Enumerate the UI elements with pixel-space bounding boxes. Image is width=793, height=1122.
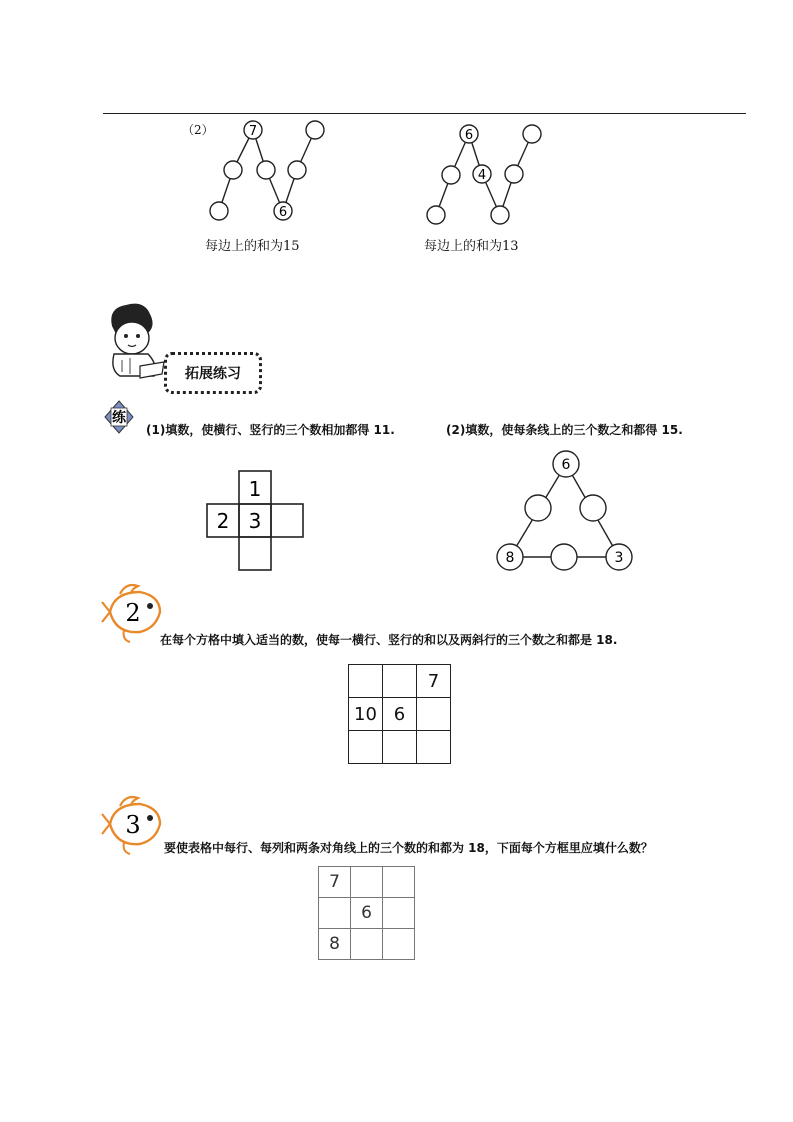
table-row [349,731,451,764]
table-row [349,698,451,731]
grid-cell: 7 [417,665,451,698]
grid-cell [383,867,415,898]
section-title-box [164,352,262,394]
grid-cell: 8 [319,929,351,960]
grid-cell [417,698,451,731]
zigzag-left-top-value: 7 [248,124,258,139]
ex2-grid [348,664,451,764]
grid-cell [351,867,383,898]
zigzag-right-top-value: 6 [464,128,474,143]
fish-badge-3-label: 3 [125,811,141,839]
table-row [349,665,451,698]
cross-center-value: 3 [248,509,262,533]
table-row [319,867,415,898]
grid-cell [383,898,415,929]
ex1-instruction-2: (2)填数，使每条线上的三个数之和都得 15. [446,423,683,437]
section-title: 拓展练习 [185,366,241,382]
zigzag-figure-right [418,118,548,228]
reading-boy-illustration [100,300,166,384]
triangle-apex-value: 6 [561,457,571,473]
ex3-instruction: 要使表格中每行、每列和两条对角线上的三个数的和都为 18，下面每个方框里应填什么数？ [164,841,653,855]
ex2-instruction: 在每个方格中填入适当的数，使每一横行、竖行的和以及两斜行的三个数之和都是 18. [160,633,618,647]
triangle-bottom-right-value: 3 [614,550,624,566]
triangle-figure [490,448,640,578]
header-rule [103,113,746,114]
grid-cell [383,665,417,698]
grid-cell [349,665,383,698]
part-label: （2） [182,123,214,137]
fish-badge-3-icon [100,790,164,856]
zigzag-right-caption: 每边上的和为13 [424,239,519,254]
grid-cell [349,731,383,764]
grid-cell: 7 [319,867,351,898]
grid-cell [383,929,415,960]
grid-cell [417,731,451,764]
fish-badge-2-label: 2 [125,599,141,627]
cross-grid [205,470,305,572]
exercise-badge-label: 练 [112,410,126,426]
grid-cell: 10 [349,698,383,731]
zigzag-left-bottom-value: 6 [278,205,288,220]
ex3-grid [318,866,415,960]
zigzag-left-caption: 每边上的和为15 [205,239,300,254]
table-row [319,898,415,929]
grid-cell [319,898,351,929]
zigzag-right-middle-value: 4 [477,168,487,183]
grid-cell [351,929,383,960]
cross-left-value: 2 [216,509,230,533]
fish-badge-2-icon [100,578,164,644]
ex1-instruction-1: (1)填数，使横行、竖行的三个数相加都得 11. [146,423,395,437]
zigzag-figure-left [200,118,340,228]
table-row [319,929,415,960]
triangle-bottom-left-value: 8 [505,550,515,566]
grid-cell [383,731,417,764]
cross-top-value: 1 [248,477,262,501]
grid-cell: 6 [351,898,383,929]
exercise-badge-icon [104,400,134,434]
grid-cell: 6 [383,698,417,731]
